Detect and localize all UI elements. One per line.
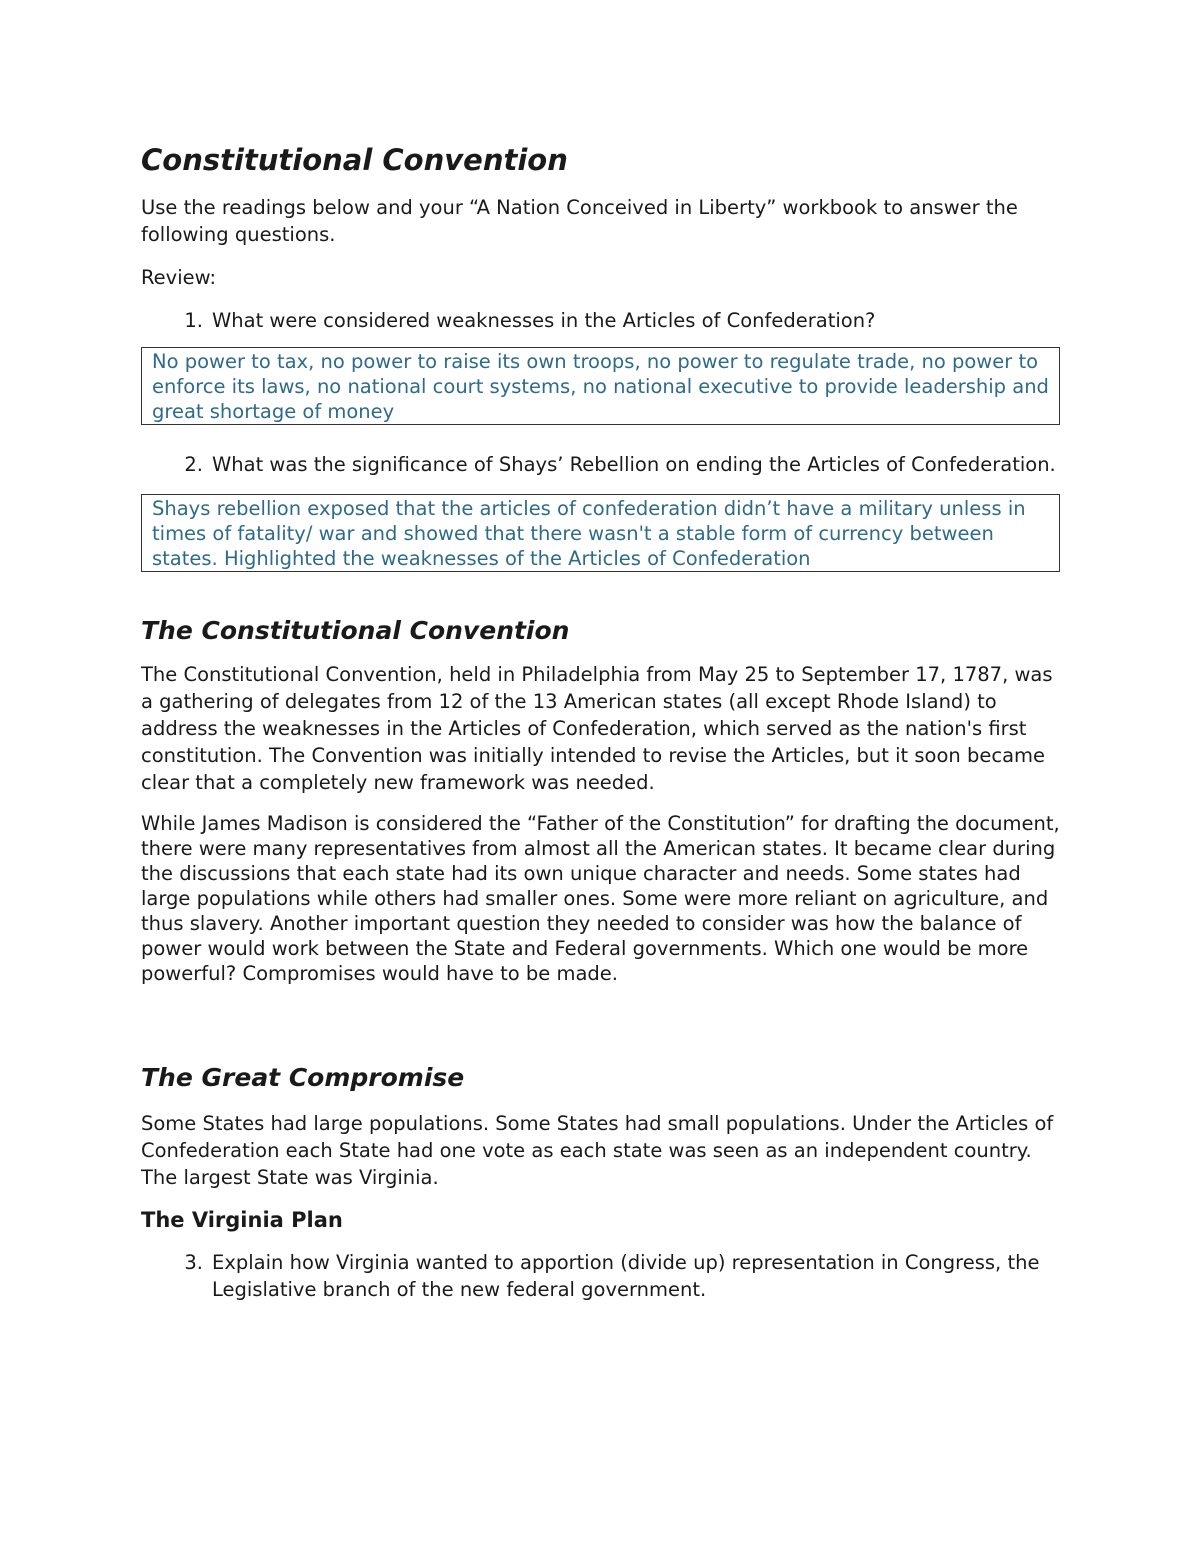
virginia-plan-heading: The Virginia Plan <box>141 1208 343 1232</box>
answer-box-1[interactable]: No power to tax, no power to raise its own troops, no power to regulate trade, no power to enforce its laws, no national court systems, no national executive to provide leadership and great shortage of money <box>141 347 1060 425</box>
question-1 <box>141 307 1061 334</box>
convention-paragraph-1: The Constitutional Convention, held in Philadelphia from May 25 to September 17, 1787, was a gathering of delegates from 12 of the 13 American states (all except Rhode Island) to address the weaknesses in the Articles of Confederation, which served as the nation's first constitution. The Convention was initially intended to revise the Articles, but it soon became clear that a completely new framework was needed. <box>141 663 1053 794</box>
question-3 <box>141 1249 1061 1303</box>
question-number: 2. <box>184 453 203 476</box>
convention-paragraph-2: While James Madison is considered the “Father of the Constitution” for drafting the document, there were many representatives from almost all the American states. It became clear during the discussions that each state had its own unique character and needs. Some states had large populations while others had smaller ones. Some were more reliant on agriculture, and thus slavery. Another important question they needed to consider was how the balance of power would work between the State and Federal governments. Which one would be more powerful? Compromises would have to be made. <box>141 812 1060 985</box>
page-title: Constitutional Convention <box>141 143 568 177</box>
compromise-paragraph: Some States had large populations. Some States had small populations. Under the Articles of Confederation each State had one vote as each state was seen as an independent country. The largest State was Virginia. <box>141 1112 1054 1189</box>
question-number: 1. <box>184 309 203 332</box>
section-heading-compromise: The Great Compromise <box>141 1063 465 1092</box>
document-page <box>141 140 1061 1303</box>
question-2 <box>141 451 1061 478</box>
section-heading-convention: The Constitutional Convention <box>141 616 570 645</box>
question-text: What were considered weaknesses in the Articles of Confederation? <box>212 309 876 332</box>
intro-paragraph: Use the readings below and your “A Nation Conceived in Liberty” workbook to answer the following questions. <box>141 196 1018 246</box>
question-number: 3. <box>184 1251 203 1274</box>
question-text: Explain how Virginia wanted to apportion (divide up) representation in Congress, the Legislative branch of the new federal government. <box>212 1251 1040 1301</box>
answer-box-2[interactable]: Shays rebellion exposed that the articles of confederation didn’t have a military unless in times of fatality/ war and showed that there wasn't a stable form of currency between states. Highlighted the weaknesses of the Articles of Confederation <box>141 494 1060 572</box>
review-label: Review: <box>141 266 217 289</box>
question-text: What was the significance of Shays’ Rebellion on ending the Articles of Confederation. <box>212 453 1056 476</box>
